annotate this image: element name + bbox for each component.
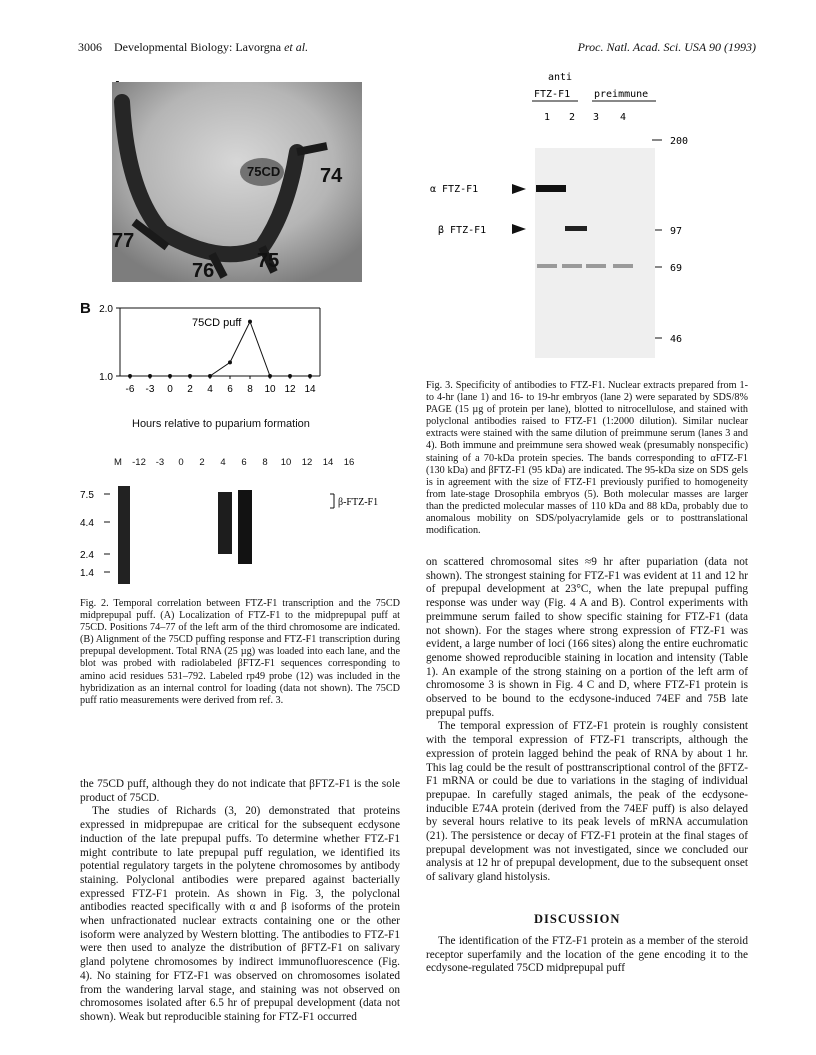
membrane [535, 148, 655, 358]
data-point [248, 320, 252, 324]
blot-lane-labels [112, 457, 372, 471]
label-76: 76 [192, 260, 215, 282]
data-point [228, 360, 232, 364]
x-tick-label: 0 [167, 384, 173, 395]
discussion-heading: DISCUSSION [534, 912, 621, 926]
size-marker: 2.4 [80, 550, 94, 561]
discussion-text [426, 935, 748, 976]
blot-lane-label: 0 [178, 457, 184, 468]
mw-marker-label: 200 [670, 136, 689, 147]
y-tick-label: 2.0 [99, 304, 113, 315]
x-tick-label: -3 [145, 384, 155, 395]
nonspecific-70kda-band [613, 264, 633, 268]
x-tick-label: 12 [284, 384, 296, 395]
preimmune-label: preimmune [594, 89, 649, 100]
x-tick-label: 10 [264, 384, 276, 395]
blot-lane-label: 16 [343, 457, 355, 468]
beta-arrow-icon [512, 224, 526, 234]
nonspecific-70kda-band [537, 264, 557, 268]
x-tick-label: 4 [207, 384, 213, 395]
blot-lane-label: 8 [262, 457, 268, 468]
nonspecific-70kda-band [586, 264, 606, 268]
discussion-paragraph: The identification of the FTZ-F1 protein as a member of the steroid receptor superfamily and the location of the gene encoding it to the ecdysone-regulated 75CD midprepupal puff [426, 935, 748, 975]
x-tick-label: 14 [304, 384, 316, 395]
lane-8-band [238, 490, 252, 564]
anti-label: anti [548, 72, 573, 83]
label-77: 77 [112, 230, 135, 252]
lane-6-band [218, 492, 232, 554]
blot-lane-label: 4 [220, 457, 226, 468]
western-lane-label: 3 [592, 112, 600, 123]
chart-x-axis-label: Hours relative to puparium formation [132, 418, 310, 430]
et-al: et al. [284, 40, 309, 54]
beta-band [565, 226, 587, 231]
blot-lane-label: -3 [155, 457, 165, 468]
marker-lane-smear [118, 486, 130, 584]
beta-ftz-label: β FTZ-F1 [438, 225, 487, 236]
x-tick-label: -6 [125, 384, 135, 395]
puff-chart [80, 296, 340, 406]
left-column [80, 778, 400, 1025]
mw-marker-label: 69 [670, 263, 683, 274]
alpha-ftz-label: α FTZ-F1 [430, 184, 479, 195]
nonspecific-70kda-band [562, 264, 582, 268]
panel-b-label: B [80, 300, 91, 317]
ftz-f1-lane-label: FTZ-F1 [534, 89, 571, 100]
blot-lane-label: M [114, 457, 122, 468]
mw-marker-label: 97 [670, 226, 683, 237]
page-number: 3006 [78, 40, 102, 54]
alpha-arrow-icon [512, 184, 526, 194]
mw-marker-label: 46 [670, 334, 683, 345]
western-lane-label: 4 [619, 112, 627, 123]
blot-lane-label: 6 [241, 457, 247, 468]
figure3-caption [426, 380, 748, 537]
western-lane-label: 2 [568, 112, 576, 123]
label-75: 75 [257, 250, 280, 272]
figure3-caption-text: Fig. 3. Specificity of antibodies to FTZ-F1. Nuclear extracts prepared from 1- to 4-hr (lane 1) and 16- to 19-hr embryos (lane 2) were separated by SDS/8% PAGE (15 µg of protein per lane), blotted to nitrocellulose, and stained with polyclonal antibodies raised to FTZ-F1 (1:2000 dilution). Similar nuclear extracts were stained with the same dilution of preimmune serum (lanes 3 and 4). Both immune and preimmune sera showed weak (presumably nonspecific) staining of a 70-kDa protein species. The bands corresponding to αFTZ-F1 (130 kDa) and βFTZ-F1 (95 kDa) are indicated. The 95-kDa size on SDS gels is in agreement with the size of FTZ-F1 previously purified to homogeneity from late-stage Drosophila embryos (5). Both molecular masses are larger than the predicted molecular masses of 110 kDa and 88 kDa, probably due to anomalous mobility on SDS/polyacrylamide gels or to posttranslational modification. [426, 380, 748, 537]
left-paragraph-2: The studies of Richards (3, 20) demonstrated that proteins expressed in midprepupae are critical for the subsequent ecdysone induction of the late prepupal puffs. To determine whether FTZ-F1 might contribute to late prepupal puff regulation, we identified its potential regulatory targets in the polytene chromosomes by antibody staining. Polyclonal antibodies were prepared against bacterially expressed FTZ-F1 protein. As shown in Fig. 3, the polyclonal antibodies reacted specifically with α and β isoforms of the protein when unfractionated nuclear extracts containing one or the other isoform were analyzed by Western blotting. The antibodies to FTZ-F1 were then used to analyze the distribution of βFTZ-F1 on salivary gland polytene chromosomes by indirect immunofluorescence (Fig. 4). No staining for FTZ-F1 was observed on chromosomes isolated from the wandering larval stage, and staining was not observed on chromosomes isolated after 6.5 hr of prepupal development (data not shown). Weak but reproducible staining for FTZ-F1 occurred [80, 805, 400, 1023]
size-marker: 7.5 [80, 490, 94, 501]
running-header-left [78, 40, 308, 55]
western-lane-label: 1 [543, 112, 551, 123]
series-line [130, 322, 310, 376]
alpha-band [536, 185, 566, 192]
blot-lane-label: 2 [199, 457, 205, 468]
beta-ftz-blot-label: β-FTZ-F1 [338, 497, 379, 508]
chromosome-micrograph [112, 82, 362, 282]
y-tick-label: 1.0 [99, 372, 113, 383]
size-marker: 1.4 [80, 568, 94, 579]
x-tick-label: 6 [227, 384, 233, 395]
size-marker: 4.4 [80, 518, 94, 529]
label-75cd: 75CD [247, 164, 281, 179]
right-column [426, 556, 748, 885]
western-blot-figure [430, 70, 750, 380]
chart-title: 75CD puff [192, 317, 242, 329]
blot-lane-label: 10 [280, 457, 292, 468]
journal-reference: Proc. Natl. Acad. Sci. USA 90 (1993) [577, 40, 756, 54]
x-tick-label: 2 [187, 384, 193, 395]
blot-lane-label: 12 [301, 457, 313, 468]
figure2-caption [80, 598, 400, 707]
blot-lane-label: 14 [322, 457, 334, 468]
blot-lane-label: -12 [132, 457, 146, 468]
left-paragraph-1: the 75CD puff, although they do not indicate that βFTZ-F1 is the sole product of 75CD. [80, 778, 400, 804]
right-paragraph-2: The temporal expression of FTZ-F1 protein is roughly consistent with the temporal expression of FTZ-F1 transcripts, although the expression of protein lagged behind the peak of RNA by about 1 hr. This lag could be the result of posttranscriptional control of the βFTZ-F1 mRNA or could be due to variations in the staging of individual prepupae. In carefully staged animals, the peak of the ecdysone-inducible E74A protein (derived from the 74EF puff) is also delayed by several hours relative to its peak levels of mRNA accumulation (21). The persistence or decay of FTZ-F1 protein at the final stages of prepupal development was not investigated, since we concluded our analysis at 12 hr of prepupal development, due to the subsequent onset of salivary gland histolysis. [426, 720, 748, 884]
northern-blot [80, 486, 400, 591]
journal-section: Developmental Biology: Lavorgna [114, 40, 282, 54]
figure2-caption-text: Fig. 2. Temporal correlation between FTZ-F1 transcription and the 75CD midprepupal puff. (A) Localization of FTZ-F1 to the midprepupal puff at 75CD. Positions 74–77 of the left arm of the third chromosome are indicated. (B) Alignment of the 75CD puffing response and FTZ-F1 transcription during prepupal development. Total RNA (25 µg) was loaded into each lane, and the blot was probed with radiolabeled βFTZ-F1 sequences corresponding to amino acid residues 531–792. Labeled rp49 probe (12) was included in the hybridization as an internal control for loading (data not shown). The 75CD puff ratio measurements were derived from ref. 3. [80, 598, 400, 706]
x-tick-label: 8 [247, 384, 253, 395]
label-74: 74 [320, 165, 343, 187]
right-paragraph-1: on scattered chromosomal sites ≈9 hr after pupariation (data not shown). The strongest staining for FTZ-F1 was evident at 11 and 12 hr of prepupal development at 23°C, when the late prepupal puffing response was under way (Fig. 4 A and B). Control experiments with preimmune serum failed to show specific staining for FTZ-F1 (data not shown). For the stages where strong expression of FTZ-F1 was evident, a large number of loci (166 sites) along the entire euchromatic genome showed reproducible staining in location and intensity (Table 1). An example of the strong staining on a portion of the left arm of chromosome 3 is shown in Fig. 4 C and D, where FTZ-F1 protein is observed to be bound to the ecdysone-induced 74EF and 75B late prepupal puffs. [426, 556, 748, 719]
